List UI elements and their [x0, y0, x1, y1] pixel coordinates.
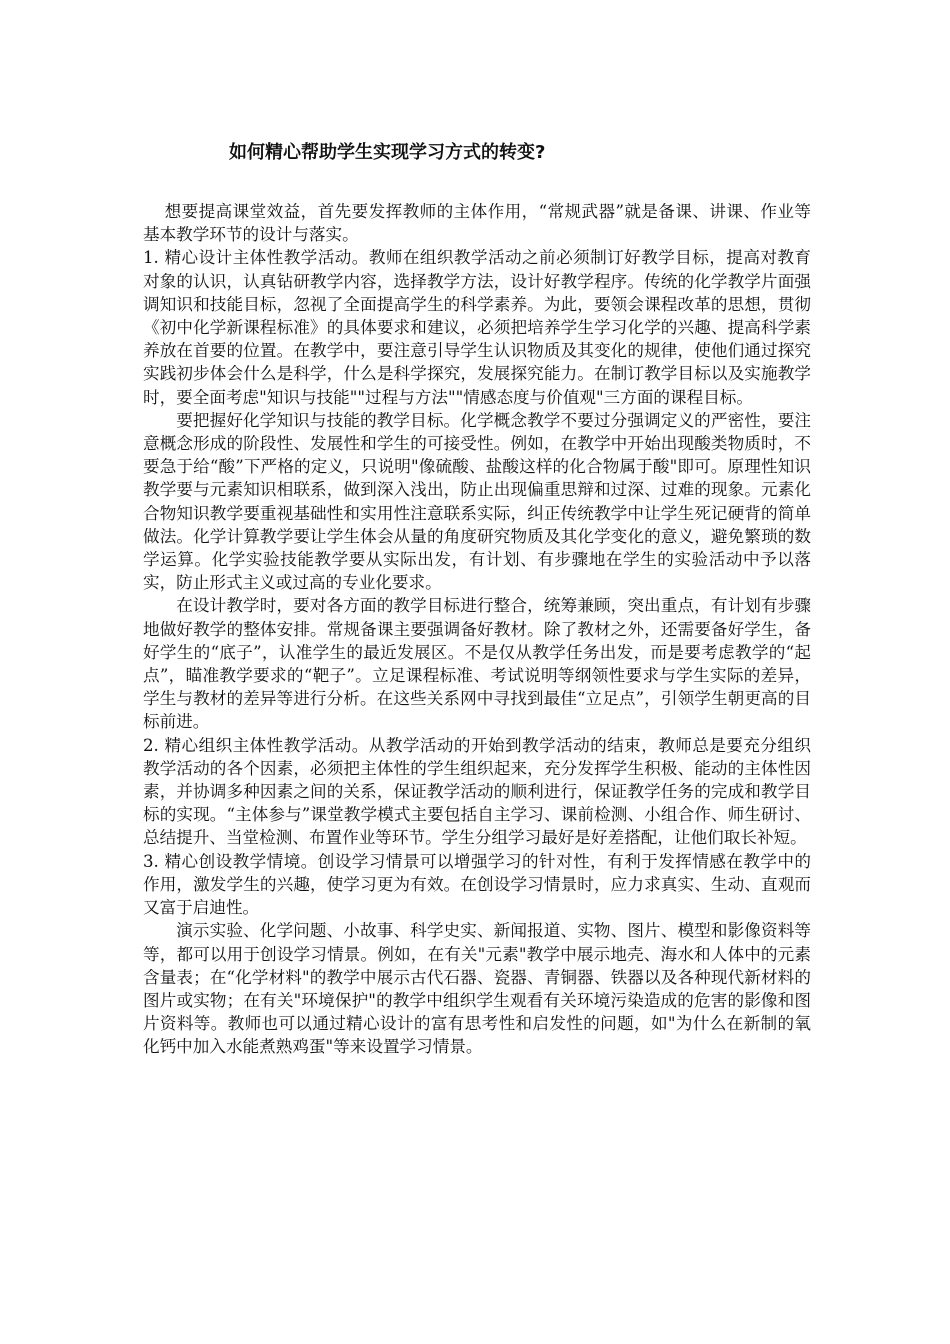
paragraph-section-1: 1. 精心设计主体性教学活动。教师在组织教学活动之前必须制订好教学目标，提高对教育对象的认识，认真钻研教学内容，选择教学方法，设计好教学程序。传统的化学教学片面强调知识和技能目标，忽视了全面提高学生的科学素养。为此，要领会课程改革的思想，贯彻《初中化学新课程标准》的具体要求和建议，必须把培养学生学习化学的兴趣、提高科学素养放在首要的位置。在教学中，要注意引导学生认识物质及其变化的规律，使他们通过探究实践初步体会什么是科学，什么是科学探究，发展探究能力。在制订教学目标以及实施教学时，要全面考虑"知识与技能""过程与方法""情感态度与价值观"三方面的课程目标。	[143, 248, 811, 407]
paragraph-section-3: 3. 精心创设教学情境。创设学习情景可以增强学习的针对性，有利于发挥情感在教学中的作用，激发学生的兴趣，使学习更为有效。在创设学习情景时，应力求真实、生动、直观而又富于启迪性。	[143, 851, 811, 918]
paragraph-section-2: 2. 精心组织主体性教学活动。从教学活动的开始到教学活动的结束，教师总是要充分组织教学活动的各个因素，必须把主体性的学生组织起来，充分发挥学生积极、能动的主体性因素，并协调多种因素之间的关系，保证教学活动的顺利进行，保证教学任务的完成和教学目标的实现。“主体参与”课堂教学模式主要包括自主学习、课前检测、小组合作、师生研讨、总结提升、当堂检测、布置作业等环节。学生分组学习最好是好差搭配，让他们取长补短。	[143, 735, 811, 848]
document-title: 如何精心帮助学生实现学习方式的转变?	[229, 142, 546, 163]
paragraph-situations: 演示实验、化学问题、小故事、科学史实、新闻报道、实物、图片、模型和影像资料等等，都可以用于创设学习情景。例如，在有关"元素"教学中展示地壳、海水和人体中的元素含量表；在“化学材料"的教学中展示古代石器、瓷器、青铜器、铁器以及各种现代新材料的图片或实物；在有关"环境保护"的教学中组织学生观看有关环境污染造成的危害的影像和图片资料等。教师也可以通过精心设计的富有思考性和启发性的问题，如"为什么在新制的氧化钙中加入水能煮熟鸡蛋"等来设置学习情景。	[143, 921, 811, 1057]
document-body	[143, 200, 811, 1059]
paragraph-teaching-goals: 要把握好化学知识与技能的教学目标。化学概念教学不要过分强调定义的严密性，要注意概念形成的阶段性、发展性和学生的可接受性。例如，在教学中开始出现酸类物质时，不要急于给“酸”下严格的定义，只说明"像硫酸、盐酸这样的化合物属于酸"即可。原理性知识教学要与元素知识相联系，做到深入浅出，防止出现偏重思辩和过深、过难的现象。元素化合物知识教学要重视基础性和实用性注意联系实际，纠正传统教学中让学生死记硬背的简单做法。化学计算教学要让学生体会从量的角度研究物质及其化学变化的意义，避免繁琐的数学运算。化学实验技能教学要从实际出发，有计划、有步骤地在学生的实验活动中予以落实，防止形式主义或过高的专业化要求。	[143, 410, 811, 593]
paragraph-intro: 想要提高课堂效益，首先要发挥教师的主体作用，“常规武器”就是备课、讲课、作业等基本教学环节的设计与落实。	[143, 202, 811, 245]
paragraph-lesson-design: 在设计教学时，要对各方面的教学目标进行整合，统筹兼顾，突出重点，有计划有步骤地做好教学的整体安排。常规备课主要强调备好教材。除了教材之外，还需要备好学生，备好学生的“底子”，认准学生的最近发展区。不是仅从教学任务出发，而是要考虑教学的“起点”，瞄准教学要求的“靶子”。立足课程标准、考试说明等纲领性要求与学生实际的差异，学生与教材的差异等进行分析。在这些关系网中寻找到最佳“立足点”，引领学生朝更高的目标前进。	[143, 596, 811, 732]
